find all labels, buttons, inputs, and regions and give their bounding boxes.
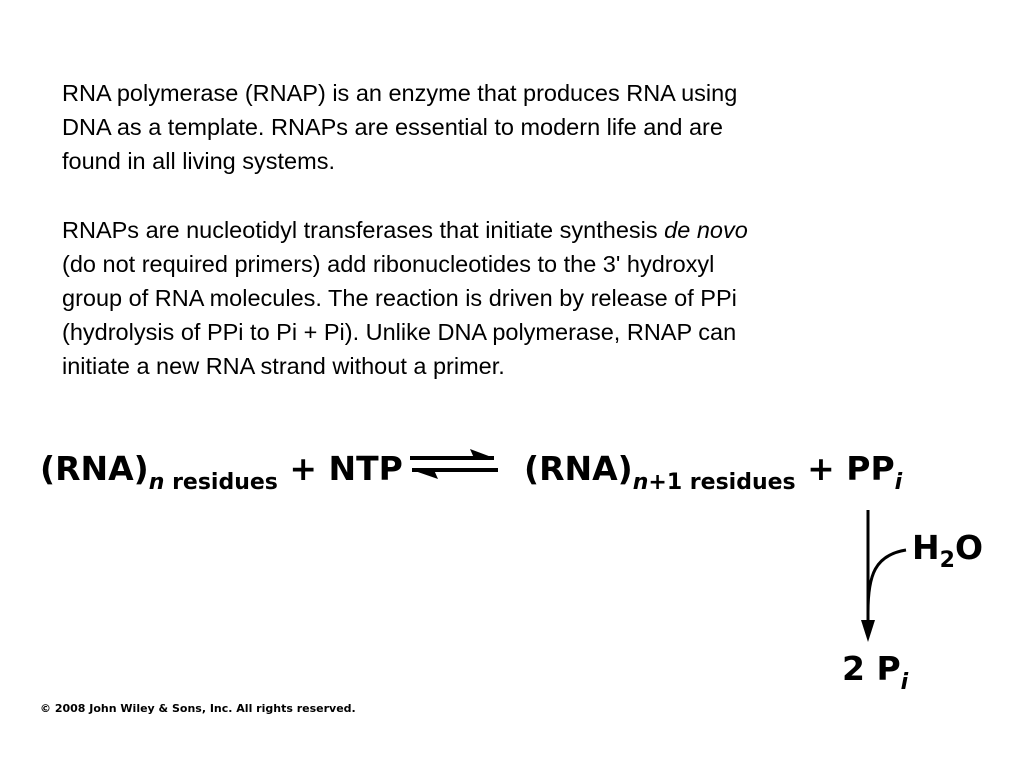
product-sub-text: +1 residues — [648, 470, 796, 495]
phosphate-subscript: i — [900, 670, 909, 695]
mechanism-line-prefix: RNAPs are nucleotidyl transferases that initiate synthesis — [62, 217, 665, 243]
ntp-label: NTP — [328, 449, 403, 488]
phosphate-label: 2 P — [842, 649, 901, 688]
de-novo-term: de novo — [664, 217, 748, 243]
mechanism-line: group of RNA molecules. The reaction is driven by release of PPi — [62, 285, 737, 311]
reactant-sub-var: n — [148, 470, 165, 495]
intro-line: RNA polymerase (RNAP) is an enzyme that produces RNA using — [62, 80, 738, 106]
plus-sign: + — [277, 449, 329, 488]
mechanism-line: (hydrolysis of PPi to Pi + Pi). Unlike DNA polymerase, RNAP can — [62, 319, 737, 345]
water-o: O — [954, 528, 983, 567]
reactant-rna: (RNA) — [40, 449, 149, 488]
ppi-subscript: i — [894, 470, 903, 495]
water-h: H — [912, 528, 940, 567]
equilibrium-arrow-icon — [410, 449, 498, 479]
intro-line: found in all living systems. — [62, 148, 335, 174]
copyright-notice: © 2008 John Wiley & Sons, Inc. All rights reserved. — [40, 702, 356, 715]
ppi-label: PP — [846, 449, 895, 488]
plus-sign: + — [795, 449, 847, 488]
hydrolysis-arrow-icon — [861, 510, 906, 642]
product-rna: (RNA) — [524, 449, 633, 488]
mechanism-line: (do not required primers) add ribonucleotides to the 3' hydroxyl — [62, 251, 715, 277]
mechanism-line: initiate a new RNA strand without a primer. — [62, 353, 505, 379]
intro-line: DNA as a template. RNAPs are essential to modern life and are — [62, 114, 723, 140]
water-subscript: 2 — [939, 548, 955, 573]
product-sub-var: n — [632, 470, 649, 495]
reactant-sub-text: residues — [164, 470, 278, 495]
